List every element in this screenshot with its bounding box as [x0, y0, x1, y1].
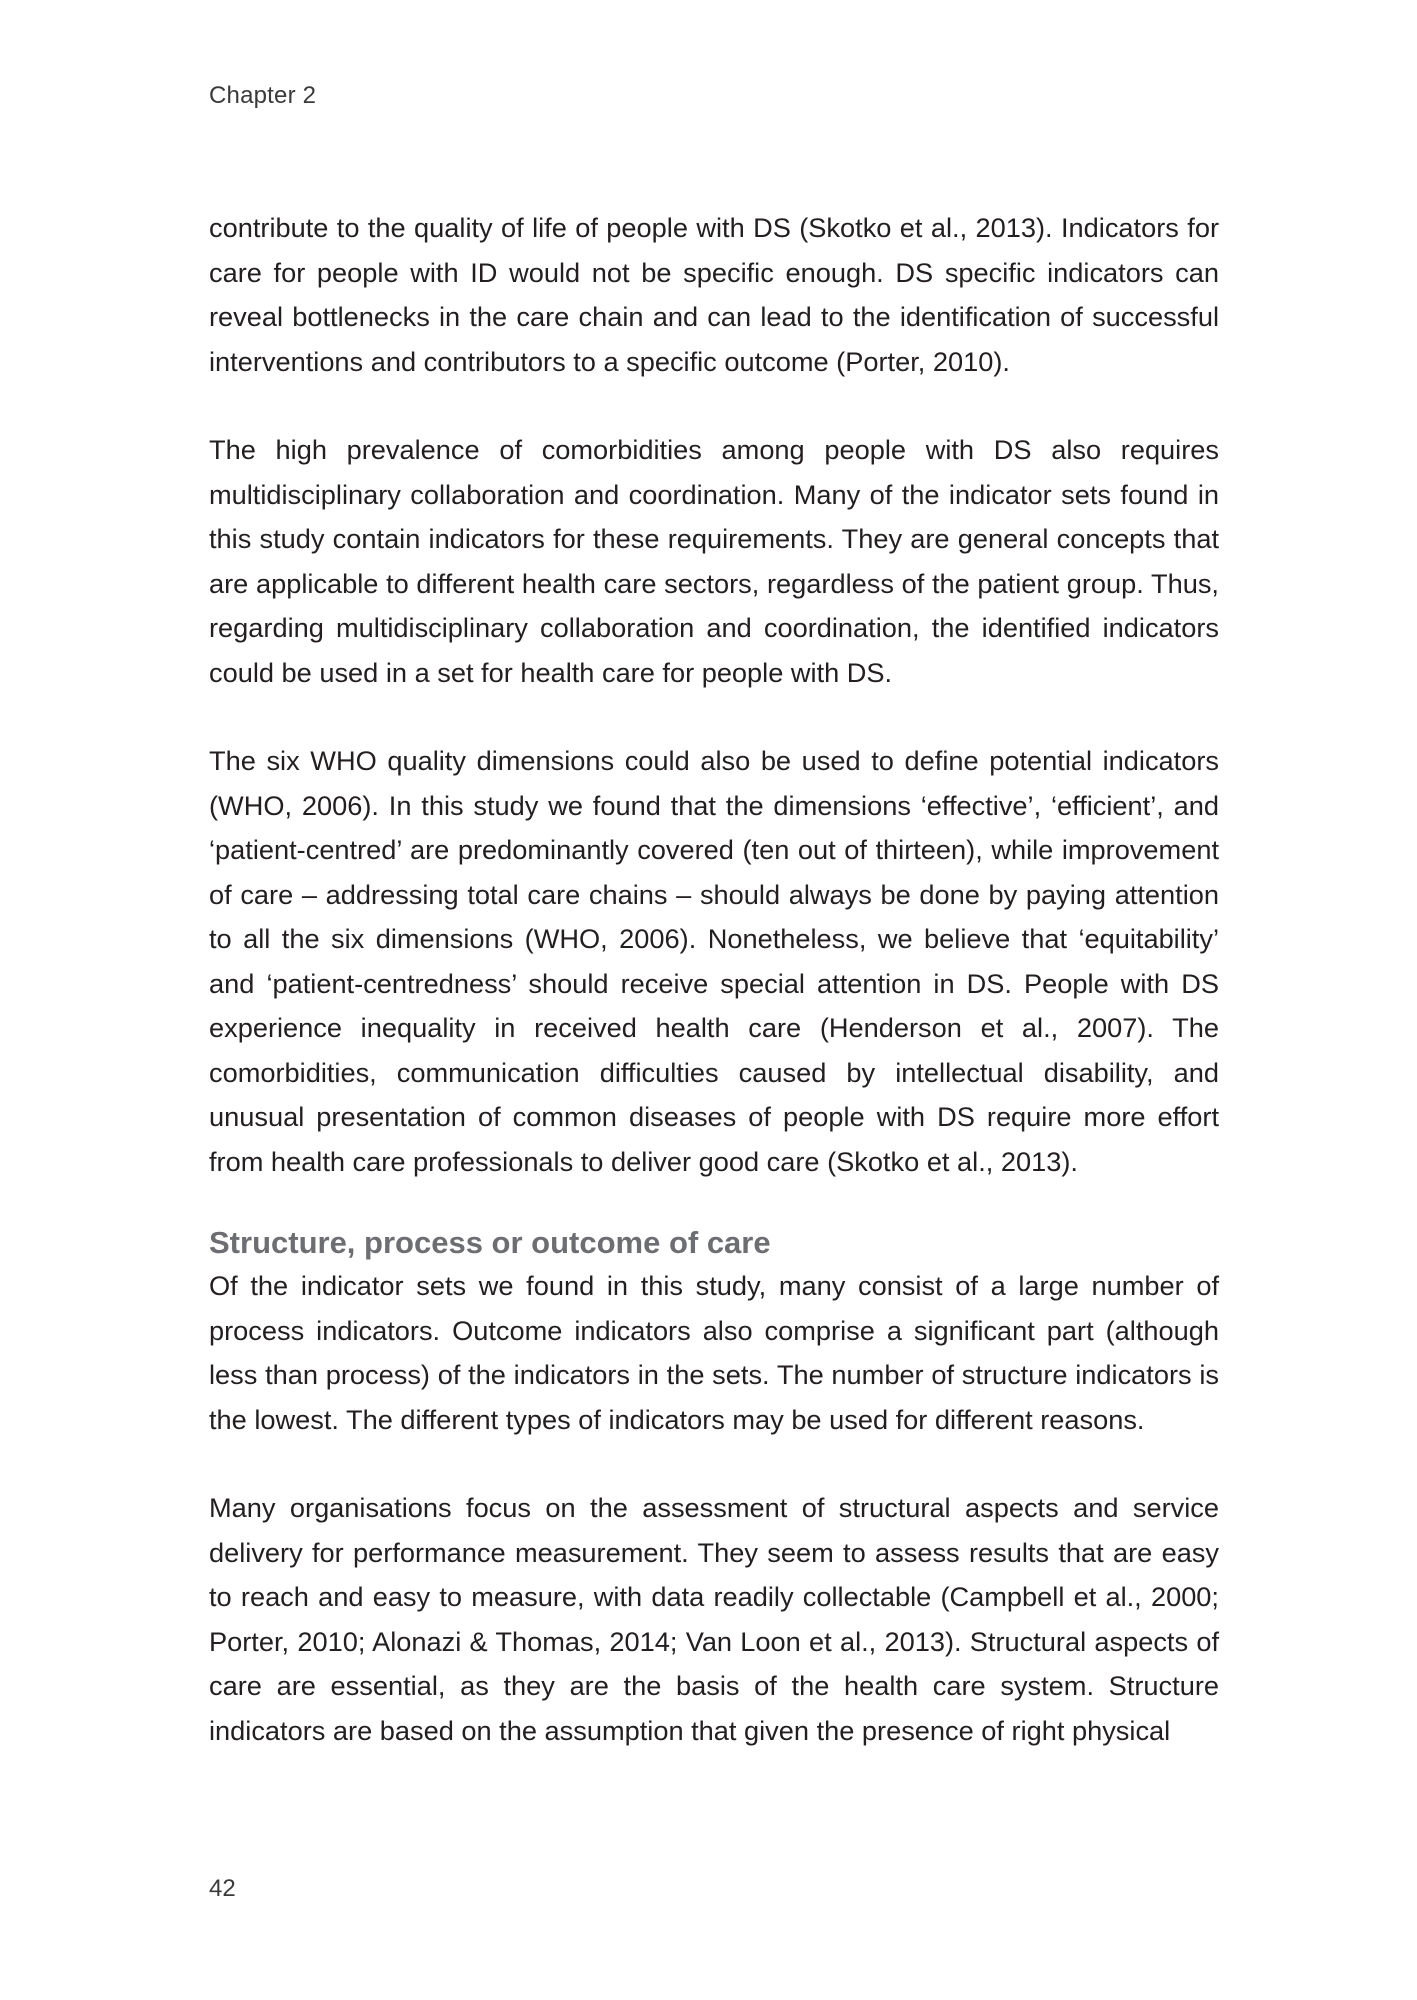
body-paragraph: The high prevalence of comorbidities among people with DS also requires multidisciplinary collaboration and coordination. Many of the indicator sets found in this study contain indicators for these requirements. They are general concepts that are applicable to different health care sectors, regardless of the patient group. Thus, regarding multidisciplinary collaboration and coordination, the identified indicators could be used in a set for health care for people with DS.: [209, 434, 1219, 688]
page-number: 42: [209, 1875, 236, 1902]
body-paragraph: The six WHO quality dimensions could also be used to define potential indicators (WHO, 2006). In this study we found that the dimensions ‘effective’, ‘efficient’, and ‘patient-centred’ are predominantly covered (ten out of thirteen), while improvement of care – addressing total care chains – should always be done by paying attention to all the six dimensions (WHO, 2006). Nonetheless, we believe that ‘equitability’ and ‘patient-centredness’ should receive special attention in DS. People with DS experience inequality in received health care (Henderson et al., 2007). The comorbidities, communication difficulties caused by intellectual disability, and unusual presentation of common diseases of people with DS require more effort from health care professionals to deliver good care (Skotko et al., 2013).: [209, 745, 1219, 1177]
page-body: [209, 206, 1219, 1753]
body-paragraph: contribute to the quality of life of people with DS (Skotko et al., 2013). Indicators for care for people with ID would not be specific enough. DS specific indicators can reveal bottlenecks in the care chain and can lead to the identification of successful interventions and contributors to a specific outcome (Porter, 2010).: [209, 212, 1219, 377]
body-paragraph: Many organisations focus on the assessment of structural aspects and service delivery for performance measurement. They seem to assess results that are easy to reach and easy to measure, with data readily collectable (Campbell et al., 2000; Porter, 2010; Alonazi & Thomas, 2014; Van Loon et al., 2013). Structural aspects of care are essential, as they are the basis of the health care system. Structure indicators are based on the assumption that given the presence of right physical: [209, 1492, 1219, 1746]
body-paragraph: Of the indicator sets we found in this study, many consist of a large number of process indicators. Outcome indicators also comprise a significant part (although less than process) of the indicators in the sets. The number of structure indicators is the lowest. The different types of indicators may be used for different reasons.: [209, 1270, 1219, 1435]
running-head: Chapter 2: [209, 82, 317, 109]
section-heading: Structure, process or outcome of care: [209, 1225, 771, 1260]
